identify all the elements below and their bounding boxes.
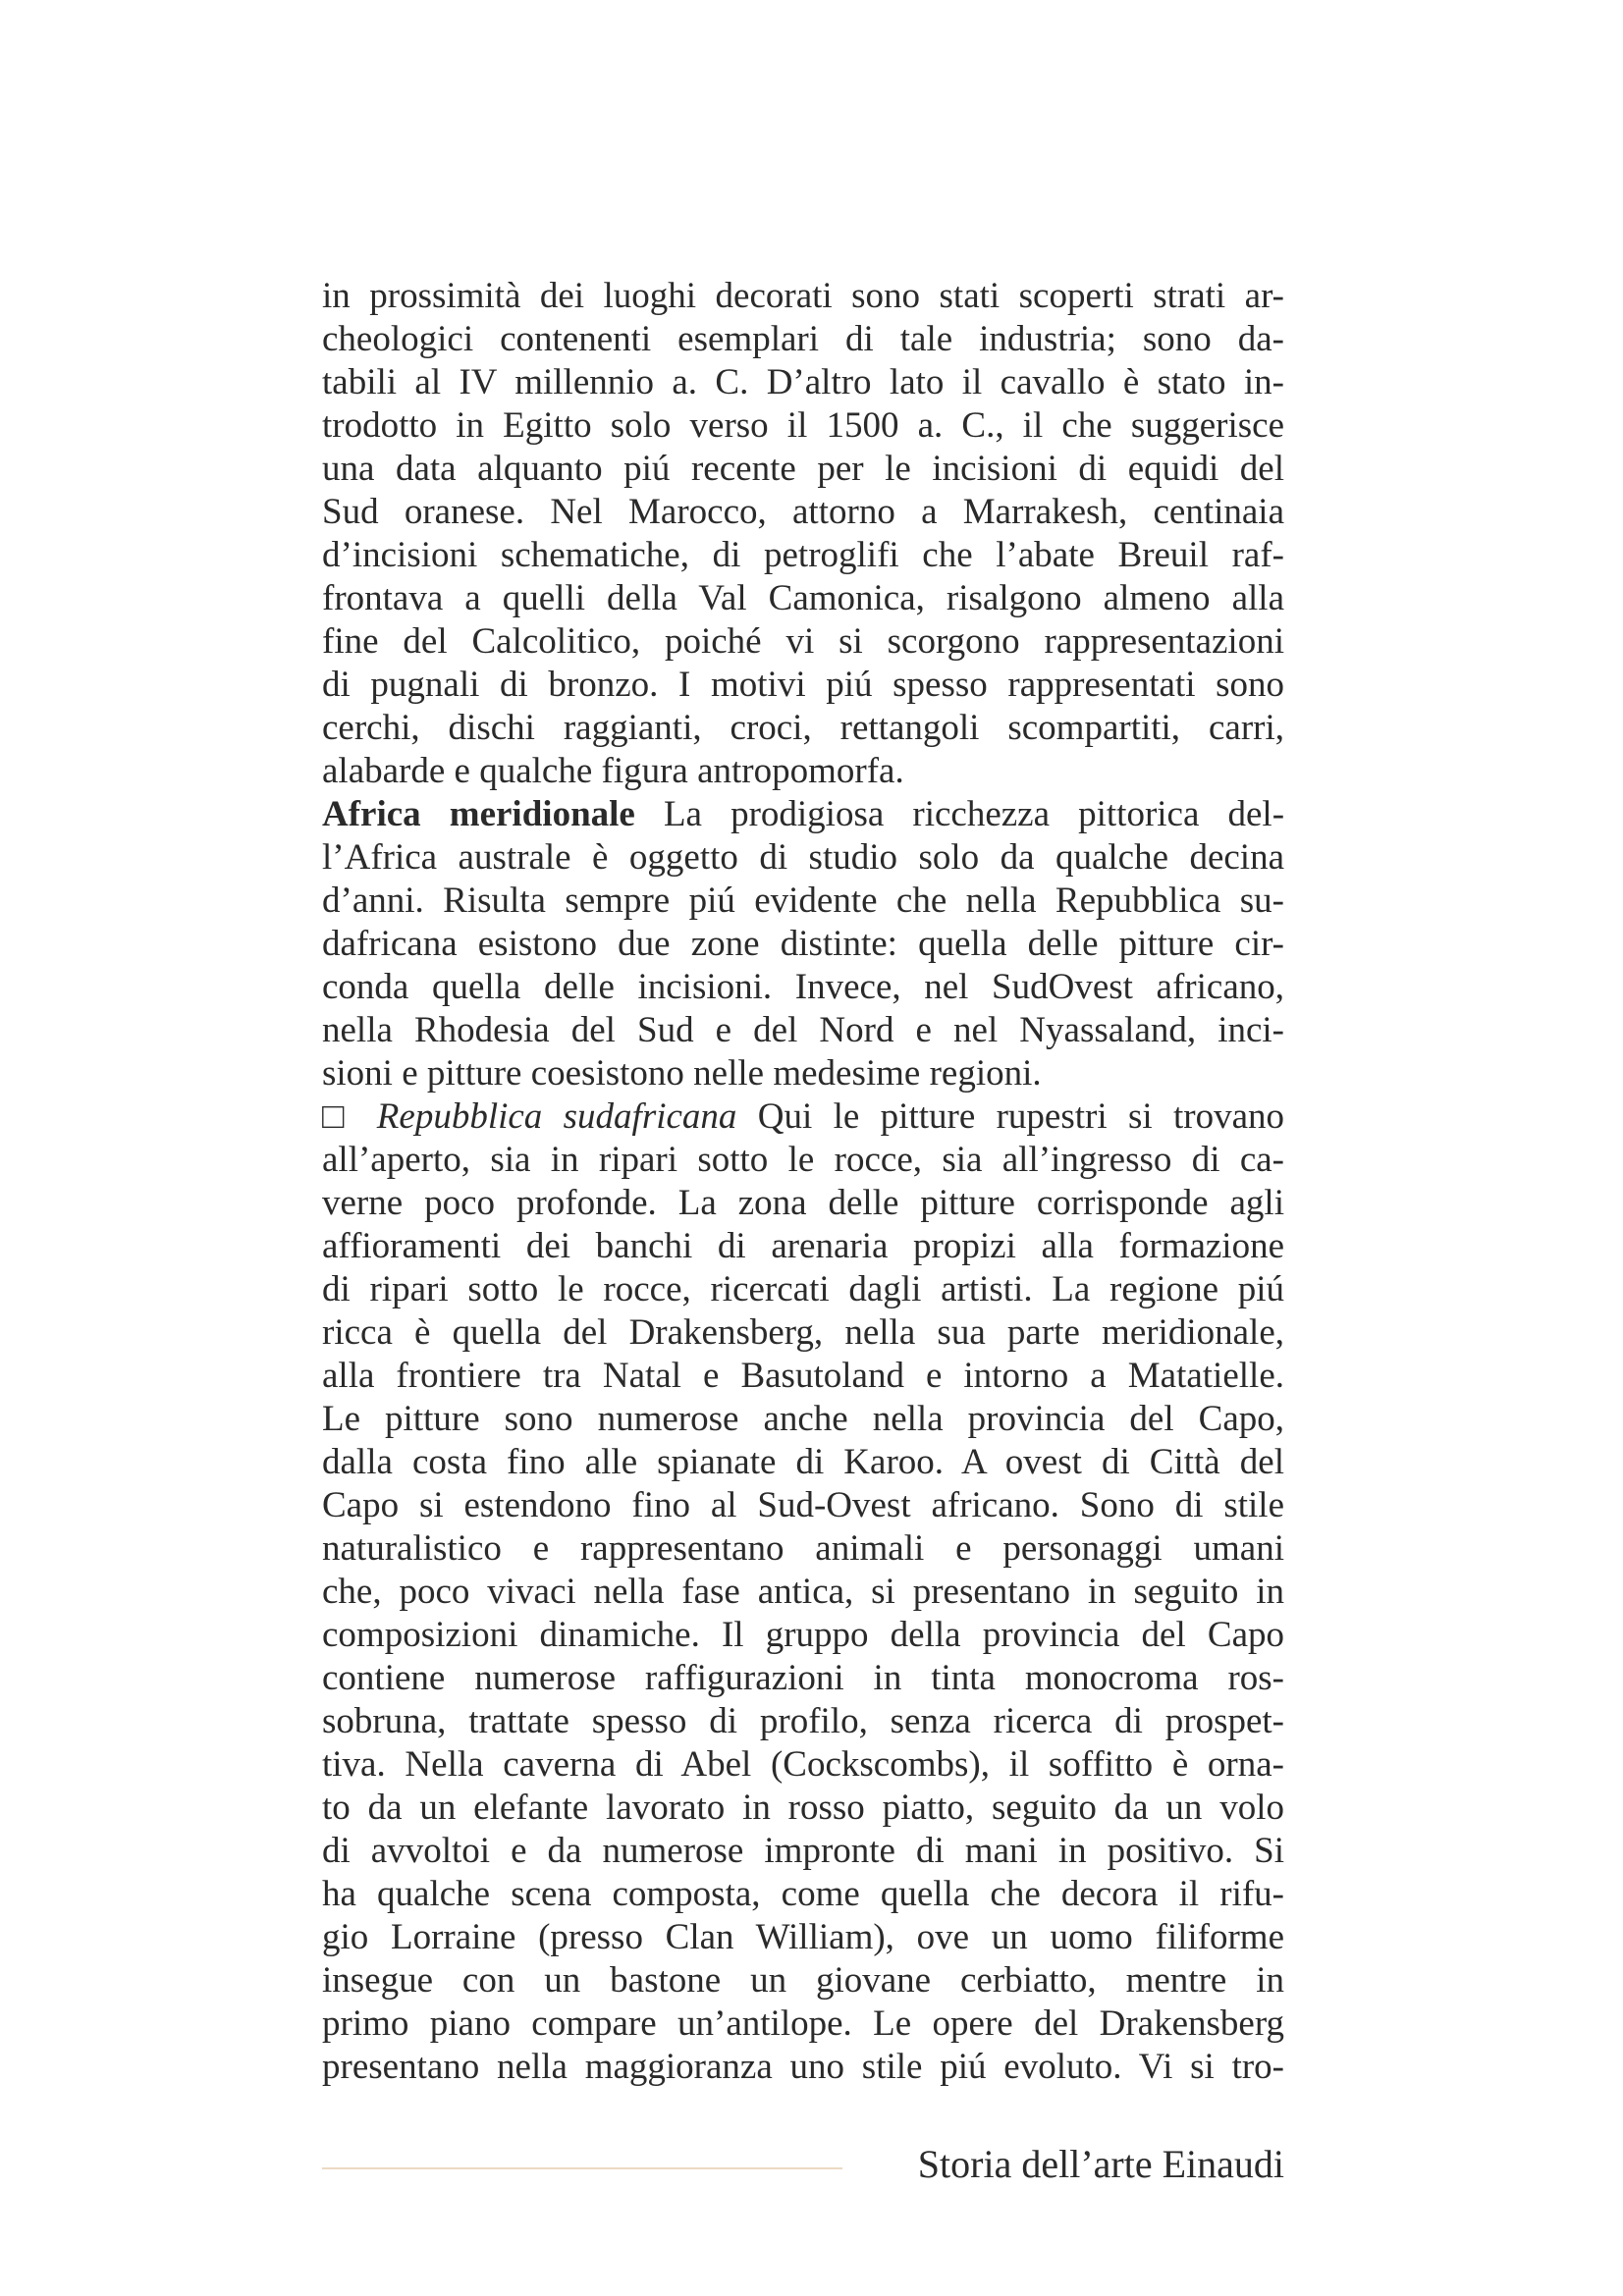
text-run: cheologici contenenti esemplari di tale industria; sono da- bbox=[322, 319, 1284, 359]
text-line bbox=[322, 664, 1284, 707]
text-line bbox=[322, 1700, 1284, 1743]
text-line bbox=[322, 1095, 1284, 1139]
text-line bbox=[322, 1787, 1284, 1830]
text-run: affioramenti dei banchi di arenaria propizi alla formazione bbox=[322, 1226, 1284, 1266]
text-run: ricca è quella del Drakensberg, nella sua parte meridionale, bbox=[322, 1312, 1284, 1353]
text-line bbox=[322, 1182, 1284, 1225]
text-run: Sud oranese. Nel Marocco, attorno a Marrakesh, centinaia bbox=[322, 492, 1284, 532]
text-run: all’aperto, sia in ripari sotto le rocce, sia all’ingresso di ca- bbox=[322, 1140, 1284, 1180]
text-run: in prossimità dei luoghi decorati sono stati scoperti strati ar- bbox=[322, 276, 1284, 316]
text-run: composizioni dinamiche. Il gruppo della provincia del Capo bbox=[322, 1615, 1284, 1655]
text-run: to da un elefante lavorato in rosso piatto, seguito da un volo bbox=[322, 1788, 1284, 1828]
text-run: Qui le pitture rupestri si trovano bbox=[736, 1096, 1285, 1137]
text-line bbox=[322, 1743, 1284, 1787]
text-run: fine del Calcolitico, poiché vi si scorgono rappresentazioni bbox=[322, 621, 1284, 662]
text-run: tiva. Nella caverna di Abel (Cockscombs), il soffitto è orna- bbox=[322, 1744, 1284, 1785]
text-run: tabili al IV millennio a. C. D’altro lato il cavallo è stato in- bbox=[322, 362, 1284, 402]
footer-rule bbox=[322, 2167, 842, 2169]
text-run: gio Lorraine (presso Clan William), ove un uomo filiforme bbox=[322, 1917, 1284, 1957]
text-run: sioni e pitture coesistono nelle medesime regioni. bbox=[322, 1053, 1042, 1094]
text-run: di avvoltoi e da numerose impronte di mani in positivo. Si bbox=[322, 1831, 1284, 1871]
text-line bbox=[322, 1225, 1284, 1268]
text-run: contiene numerose raffigurazioni in tinta monocroma ros- bbox=[322, 1658, 1284, 1698]
text-run: che, poco vivaci nella fase antica, si presentano in seguito in bbox=[322, 1572, 1284, 1612]
text-line bbox=[322, 534, 1284, 577]
text-line bbox=[322, 1484, 1284, 1527]
text-run: presentano nella maggioranza uno stile piú evoluto. Vi si tro- bbox=[322, 2047, 1284, 2087]
text-run: verne poco profonde. La zona delle pitture corrisponde agli bbox=[322, 1183, 1284, 1223]
text-run: una data alquanto piú recente per le incisioni di equidi del bbox=[322, 449, 1284, 489]
subsection-heading: Repubblica sudafricana bbox=[376, 1096, 737, 1137]
text-run: trodotto in Egitto solo verso il 1500 a. C., il che suggerisce bbox=[322, 405, 1284, 446]
text-line bbox=[322, 1268, 1284, 1311]
text-run: di pugnali di bronzo. I motivi piú spesso rappresentati sono bbox=[322, 665, 1284, 705]
text-line bbox=[322, 2002, 1284, 2046]
text-line bbox=[322, 2046, 1284, 2089]
text-run: alla frontiere tra Natal e Basutoland e intorno a Matatielle. bbox=[322, 1356, 1284, 1396]
text-line bbox=[322, 1830, 1284, 1873]
text-line bbox=[322, 1571, 1284, 1614]
text-run: di ripari sotto le rocce, ricercati dagli artisti. La regione piú bbox=[322, 1269, 1284, 1309]
text-line bbox=[322, 404, 1284, 448]
text-run: alabarde e qualche figura antropomorfa. bbox=[322, 751, 904, 791]
text-run: primo piano compare un’antilope. Le opere del Drakensberg bbox=[322, 2003, 1284, 2044]
text-line bbox=[322, 1052, 1284, 1095]
text-line bbox=[322, 1009, 1284, 1052]
text-line bbox=[322, 1959, 1284, 2002]
text-run: dafricana esistono due zone distinte: quella delle pitture cir- bbox=[322, 924, 1284, 964]
text-run: naturalistico e rappresentano animali e personaggi umani bbox=[322, 1528, 1284, 1569]
text-line bbox=[322, 966, 1284, 1009]
text-line bbox=[322, 750, 1284, 793]
text-line bbox=[322, 1614, 1284, 1657]
text-run: insegue con un bastone un giovane cerbiatto, mentre in bbox=[322, 1960, 1284, 2001]
text-line bbox=[322, 1657, 1284, 1700]
text-run: d’incisioni schematiche, di petroglifi che l’abate Breuil raf- bbox=[322, 535, 1284, 575]
text-line bbox=[322, 1916, 1284, 1959]
text-run: conda quella delle incisioni. Invece, nel SudOvest africano, bbox=[322, 967, 1284, 1007]
text-line bbox=[322, 491, 1284, 534]
text-line bbox=[322, 448, 1284, 491]
text-line bbox=[322, 707, 1284, 750]
text-line bbox=[322, 361, 1284, 404]
section-heading: Africa meridionale bbox=[322, 794, 635, 834]
text-run: dalla costa fino alle spianate di Karoo. A ovest di Città del bbox=[322, 1442, 1284, 1482]
text-line bbox=[322, 1355, 1284, 1398]
text-line bbox=[322, 880, 1284, 923]
text-line bbox=[322, 836, 1284, 880]
text-run: sobruna, trattate spesso di profilo, senza ricerca di prospet- bbox=[322, 1701, 1284, 1741]
text-run: La prodigiosa ricchezza pittorica del- bbox=[634, 794, 1285, 834]
text-line bbox=[322, 1873, 1284, 1916]
text-line bbox=[322, 1311, 1284, 1355]
text-line bbox=[322, 1441, 1284, 1484]
text-run: □ bbox=[322, 1096, 377, 1137]
text-run: nella Rhodesia del Sud e del Nord e nel Nyassaland, inci- bbox=[322, 1010, 1284, 1050]
text-run: d’anni. Risulta sempre piú evidente che nella Repubblica su- bbox=[322, 881, 1284, 921]
text-line bbox=[322, 275, 1284, 318]
body-text bbox=[322, 275, 1284, 2089]
text-run: Capo si estendono fino al Sud-Ovest africano. Sono di stile bbox=[322, 1485, 1284, 1525]
text-line bbox=[322, 793, 1284, 836]
text-line bbox=[322, 577, 1284, 620]
text-run: frontava a quelli della Val Camonica, risalgono almeno alla bbox=[322, 578, 1284, 618]
text-run: cerchi, dischi raggianti, croci, rettangoli scompartiti, carri, bbox=[322, 708, 1284, 748]
text-run: ha qualche scena composta, come quella che decora il rifu- bbox=[322, 1874, 1284, 1914]
text-line bbox=[322, 620, 1284, 664]
footer-title: Storia dell’arte Einaudi bbox=[917, 2142, 1284, 2186]
text-run: Le pitture sono numerose anche nella provincia del Capo, bbox=[322, 1399, 1284, 1439]
text-line bbox=[322, 318, 1284, 361]
text-run: l’Africa australe è oggetto di studio solo da qualche decina bbox=[322, 837, 1284, 878]
text-line bbox=[322, 923, 1284, 966]
text-line bbox=[322, 1527, 1284, 1571]
text-line bbox=[322, 1398, 1284, 1441]
text-line bbox=[322, 1139, 1284, 1182]
